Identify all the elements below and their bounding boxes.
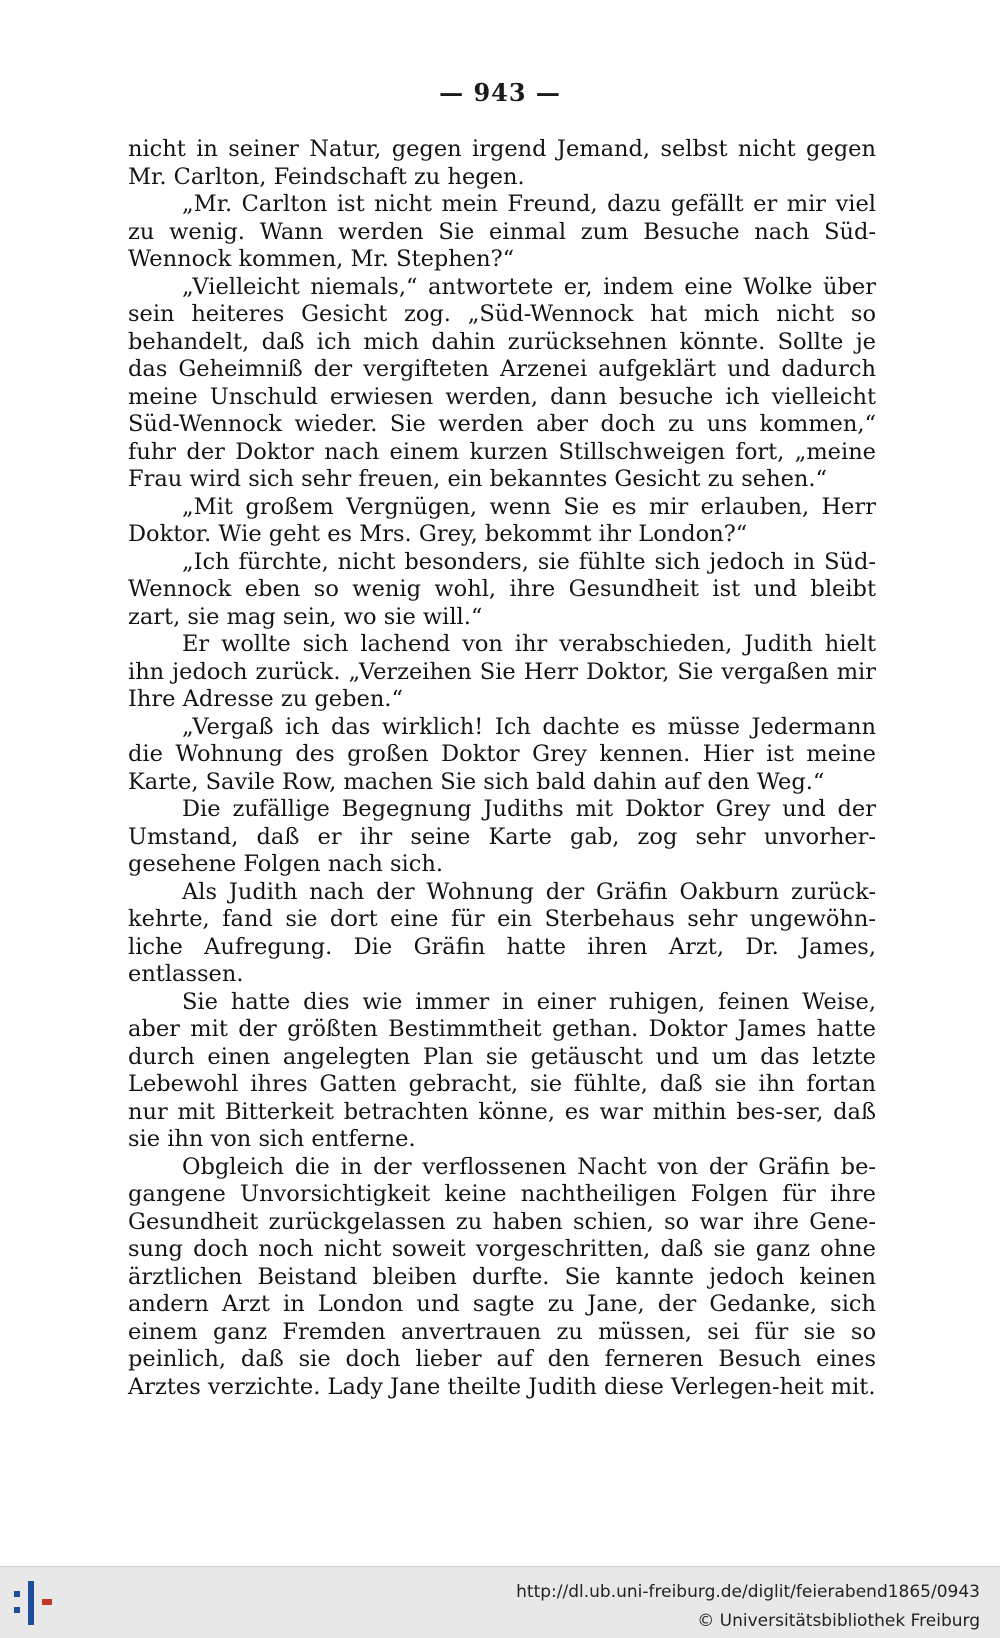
viewer-footer [0, 1566, 1000, 1638]
paragraph-8: Die zufällige Begegnung Judiths mit Doktor Grey und der Umstand, daß er ihr seine Karte gab, zog sehr unvorher-gesehene Folgen nach sich. [128, 796, 876, 877]
paragraph-5: „Ich fürchte, nicht besonders, sie fühlte sich jedoch in Süd-Wennock eben so wenig wohl, ihre Gesundheit ist und bleibt zart, sie mag sein, wo sie will.“ [128, 548, 876, 630]
university-library-logo-icon [8, 1577, 58, 1629]
logo-bar-left-top [14, 1591, 20, 1597]
page-number: — 943 — [439, 78, 561, 107]
paragraph-2: „Mr. Carlton ist nicht mein Freund, dazu gefällt er mir viel zu wenig. Wann werden Sie einmal zum Besuche nach Süd-Wennock kommen, Mr. Stephen?“ [128, 191, 876, 272]
paragraph-6: Er wollte sich lachend von ihr verabschieden, Judith hielt ihn jedoch zurück. „Verzeihen Sie Herr Doktor, Sie vergaßen mir Ihre Adresse zu geben.“ [128, 631, 876, 712]
paragraph-7: „Vergaß ich das wirklich! Ich dachte es müsse Jedermann die Wohnung des großen Doktor Grey kennen. Hier ist meine Karte, Savile Row, machen Sie sich bald dahin auf den Weg.“ [128, 713, 876, 795]
paragraph-4: „Mit großem Vergnügen, wenn Sie es mir erlauben, Herr Doktor. Wie geht es Mrs. Grey, bekommt ihr London?“ [128, 493, 876, 547]
logo-bar-center [28, 1581, 34, 1625]
logo-bar-left-bottom [14, 1607, 20, 1613]
body-text [128, 136, 876, 1401]
paragraph-3: „Vielleicht niemals,“ antwortete er, indem eine Wolke über sein heiteres Gesicht zog. „Süd-Wennock hat mich nicht so behandelt, daß ich mich dahin zurücksehnen könnte. Sollte je das Geheimniß der vergifteten Arzenei aufgeklärt und dadurch meine Unschuld erwiesen werden, dann besuche ich vielleicht Süd-Wennock wieder. Sie werden aber doch zu uns kommen,“ fuhr der Doktor nach einem kurzen Stillschweigen fort, „meine Frau wird sich sehr freuen, ein bekanntes Gesicht zu sehen.“ [128, 273, 876, 492]
permalink-url[interactable]: http://dl.ub.uni-freiburg.de/diglit/feierabend1865/0943 [516, 1582, 980, 1602]
paragraph-1: nicht in seiner Natur, gegen irgend Jemand, selbst nicht gegen Mr. Carlton, Feindschaft zu hegen. [128, 136, 876, 190]
logo-bar-right [42, 1599, 52, 1605]
copyright-notice: © Universitätsbibliothek Freiburg [697, 1611, 980, 1631]
paragraph-9: Als Judith nach der Wohnung der Gräfin Oakburn zurück-kehrte, fand sie dort eine für ein Sterbehaus sehr ungewöhn-liche Aufregung. Die Gräfin hatte ihren Arzt, Dr. James, entlassen. [128, 878, 876, 987]
paragraph-11: Obgleich die in der verflossenen Nacht von der Gräfin be-gangene Unvorsichtigkeit keine nachtheiligen Folgen für ihre Gesundheit zurückgelassen zu haben schien, so war ihre Gene-sung doch noch nicht soweit vorgeschritten, daß sie ganz ohne ärztlichen Beistand bleiben durfte. Sie kannte jedoch keinen andern Arzt in London und sagte zu Jane, der Gedanke, sich einem ganz Fremden anvertrauen zu müssen, sei für sie so peinlich, daß sie doch lieber auf den ferneren Besuch eines Arztes verzichte. Lady Jane theilte Judith diese Verlegen-heit mit. [128, 1153, 876, 1400]
paragraph-10: Sie hatte dies wie immer in einer ruhigen, feinen Weise, aber mit der größten Bestimmtheit gethan. Doktor James hatte durch einen angelegten Plan sie getäuscht und um das letzte Lebewohl ihres Gatten gebracht, sie fühlte, daß sie ihn fortan nur mit Bitterkeit betrachten könne, es war mithin bes-ser, daß sie ihn von sich entferne. [128, 988, 876, 1152]
